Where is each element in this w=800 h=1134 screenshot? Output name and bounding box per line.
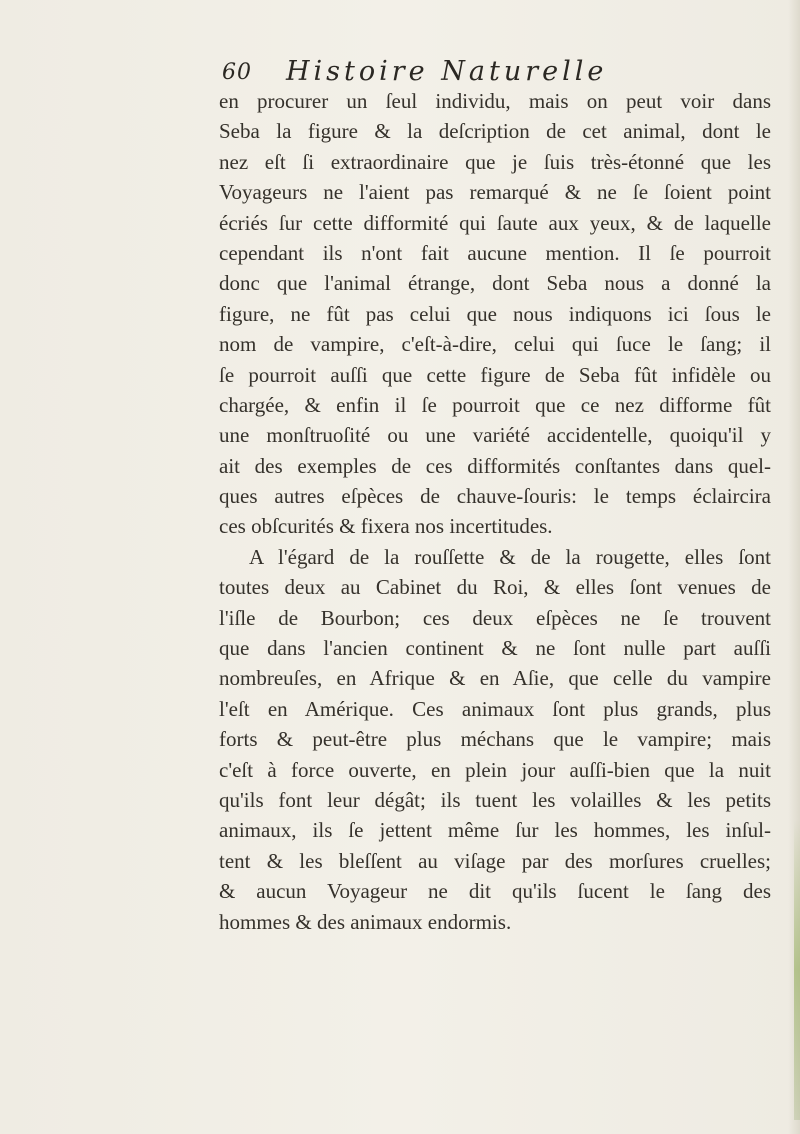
text-line: tent & les bleſſent au viſage par des morſures cruelles; — [219, 848, 771, 873]
text-line: que dans l'ancien continent & ne ſont nulle part auſſi — [219, 636, 771, 661]
page-number: 60 — [222, 60, 252, 85]
text-line: hommes & des animaux endormis. — [219, 909, 512, 934]
text-line: en procurer un ſeul individu, mais on peut voir dans — [219, 89, 771, 113]
text-line: Voyageurs ne l'aient pas remarqué & ne ſe ſoient point — [219, 180, 771, 205]
text-line: ſe pourroit auſſi que cette figure de Seba fût infidèle ou — [219, 362, 771, 387]
text-line: donc que l'animal étrange, dont Seba nous a donné la — [219, 271, 771, 296]
text-line: cependant ils n'ont fait aucune mention. Il ſe pourroit — [219, 240, 771, 265]
text-line: écriés ſur cette difformité qui ſaute aux yeux, & de laquelle — [219, 210, 771, 235]
text-line: & aucun Voyageur ne dit qu'ils ſucent le ſang des — [219, 879, 771, 904]
text-line: ces obſcurités & fixera nos incertitudes. — [219, 514, 553, 539]
page-edge-stain — [794, 820, 800, 1120]
text-line: figure, ne fût pas celui que nous indiquons ici ſous le — [219, 301, 771, 326]
text-line: nez eſt ſi extraordinaire que je ſuis très-étonné que les — [219, 149, 771, 174]
text-line: animaux, ils ſe jettent même ſur les hommes, les inſul- — [219, 818, 771, 843]
running-head: Histoire Naturelle — [286, 56, 608, 87]
text-line: nombreuſes, en Afrique & en Aſie, que celle du vampire — [219, 666, 771, 691]
text-line: une monſtruoſité ou une variété accidentelle, quoiqu'il y — [219, 423, 771, 448]
text-line: chargée, & enfin il ſe pourroit que ce nez difforme fût — [219, 392, 771, 417]
text-line: forts & peut-être plus méchans que le vampire; mais — [219, 727, 771, 752]
text-line: nom de vampire, c'eſt-à-dire, celui qui ſuce le ſang; il — [219, 332, 771, 357]
text-line: ques autres eſpèces de chauve-ſouris: le temps éclaircira — [219, 484, 771, 509]
text-line: ait des exemples de ces difformités conſtantes dans quel- — [219, 453, 771, 478]
text-line: Seba la figure & la deſcription de cet animal, dont le — [219, 119, 771, 144]
text-line: l'iſle de Bourbon; ces deux eſpèces ne ſe trouvent — [219, 605, 771, 630]
text-line: qu'ils font leur dégât; ils tuent les volailles & les petits — [219, 787, 771, 812]
body-text — [219, 86, 771, 937]
text-line: c'eſt à force ouverte, en plein jour auſſi-bien que la nuit — [219, 757, 771, 782]
text-line: l'eſt en Amérique. Ces animaux ſont plus grands, plus — [219, 696, 771, 721]
text-line: toutes deux au Cabinet du Roi, & elles ſont venues de — [219, 575, 771, 600]
text-line: A l'égard de la rouſſette & de la rougette, elles ſont — [249, 544, 771, 569]
